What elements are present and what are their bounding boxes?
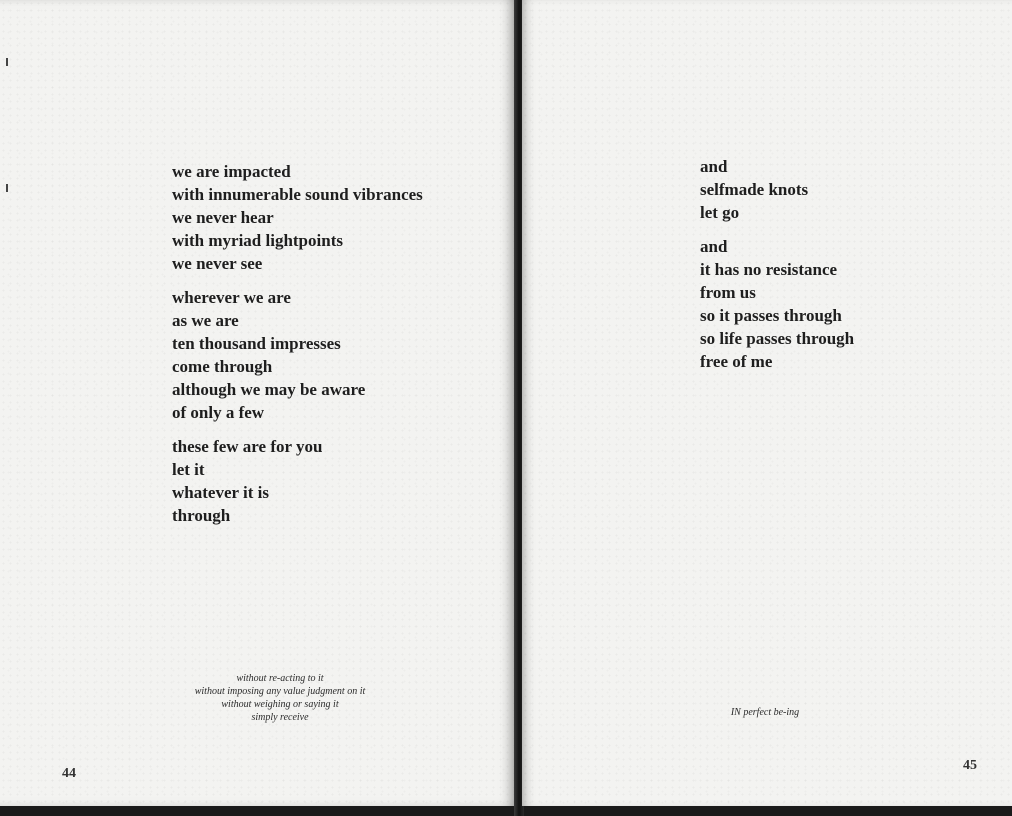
left-poem <box>172 160 423 538</box>
edge-mark <box>6 184 8 192</box>
poem-line: so life passes through <box>700 329 855 348</box>
poem-line: whatever it is <box>172 483 269 502</box>
right-footnote <box>680 706 850 719</box>
poem-line: let it <box>172 460 205 479</box>
poem-line: it has no resistance <box>700 260 838 279</box>
poem-line: come through <box>172 357 273 376</box>
footnote-line: simply receive <box>251 712 309 723</box>
page-number: 44 <box>62 766 76 781</box>
footnote-line: without weighing or saying it <box>221 699 339 710</box>
poem-line: and <box>700 157 728 176</box>
poem-line: free of me <box>700 352 773 371</box>
poem-line: these few are for you <box>172 437 323 456</box>
poem-line: ten thousand impresses <box>172 334 341 353</box>
poem-line: as we are <box>172 311 239 330</box>
stanza-2 <box>700 235 854 373</box>
edge-mark <box>6 58 8 66</box>
poem-line: we never see <box>172 254 263 273</box>
footnote-line: IN perfect be-ing <box>730 707 800 718</box>
footnote-line: without re-acting to it <box>236 673 324 684</box>
poem-line: so it passes through <box>700 306 842 325</box>
stanza-1 <box>172 160 423 275</box>
left-footnote <box>160 672 400 724</box>
stanza-3 <box>172 435 423 527</box>
stanza-1 <box>700 155 854 224</box>
page-number: 45 <box>963 758 977 773</box>
poem-line: although we may be aware <box>172 380 366 399</box>
poem-line: let go <box>700 203 740 222</box>
right-page <box>522 0 1012 806</box>
poem-line: wherever we are <box>172 288 291 307</box>
poem-line: with myriad lightpoints <box>172 231 343 250</box>
poem-line: with innumerable sound vibrances <box>172 185 423 204</box>
poem-line: selfmade knots <box>700 180 809 199</box>
poem-line: we never hear <box>172 208 274 227</box>
poem-line: of only a few <box>172 403 265 422</box>
poem-line: we are impacted <box>172 162 291 181</box>
poem-line: through <box>172 506 231 525</box>
right-poem <box>700 155 854 384</box>
poem-line: from us <box>700 283 756 302</box>
footnote-line: without imposing any value judgment on it <box>194 686 366 697</box>
poem-line: and <box>700 237 728 256</box>
stanza-2 <box>172 286 423 424</box>
